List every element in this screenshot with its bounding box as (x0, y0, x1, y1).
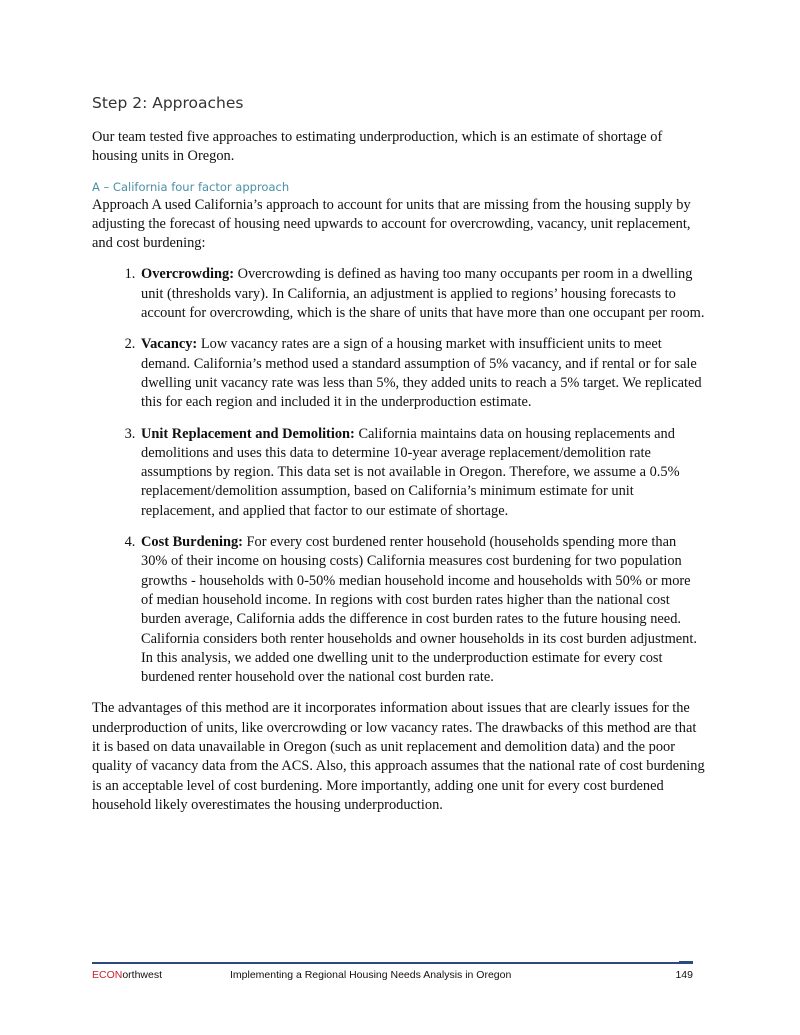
footer-rule-accent (679, 961, 693, 964)
list-item (139, 533, 706, 687)
list-item-text: Low vacancy rates are a sign of a housing market with insufficient units to meet demand. California’s method used a standard assumption of 5% vacancy, and if rental or for sale dwelling unit vacancy rate was less than 5%, they added units to reach a 5% target. We replicated this for each region and included it in the underproduction estimate. (141, 336, 702, 411)
list-item-text: For every cost burdened renter household (households spending more than 30% of their income on housing costs) California measures cost burdening for two population growths - households with 0-50% median household income and households with 50% or more of median household income. In regions with cost burden rates higher than the national cost burden average, California adds the difference in cost burden rates to the future housing need. California considers both renter households and owner households in its cost burden adjustment. In this analysis, we added one dwelling unit to the underproduction estimate for every cost burdened renter household over the national cost burden rate. (141, 534, 697, 686)
list-item (139, 425, 706, 521)
page-footer (92, 962, 693, 981)
list-item-term: Overcrowding: (141, 266, 234, 283)
intro-paragraph: Our team tested five approaches to estimating underproduction, which is an estimate of shortage of housing units in Oregon. (92, 129, 663, 165)
list-item-term: Cost Burdening: (141, 534, 243, 551)
footer-title: Implementing a Regional Housing Needs Analysis in Oregon (230, 969, 512, 981)
list-item (139, 335, 706, 412)
conclusion-paragraph: The advantages of this method are it incorporates information about issues that are clearly issues for the underproduction of units, like overcrowding or low vacancy rates. The drawbacks of this method are that it is based on data unavailable in Oregon (such as unit replacement and demolition data) and the poor quality of vacancy data from the ACS. Also, this approach assumes that the national rate of cost burdening is an acceptable level of cost burdening. More importantly, adding one unit for every cost burdened household likely overestimates the housing underproduction. (92, 700, 705, 813)
brand-rest: orthwest (122, 969, 163, 981)
list-item-term: Vacancy: (141, 336, 198, 353)
page-number: 149 (675, 969, 693, 981)
section-heading: Step 2: Approaches (92, 94, 244, 112)
list-item (139, 265, 706, 323)
brand-econ: ECON (92, 969, 123, 981)
subheading: A – California four factor approach (92, 179, 290, 194)
list-item-text: California maintains data on housing replacements and demolitions and uses this data to determine 10-year average replacement/demolition rate assumptions by region. This data set is not available in Oregon. Therefore, we assume a 0.5% replacement/demolition assumption, based on California’s minimum estimate for unit replacement, and applied that factor to our estimate of shortage. (141, 425, 680, 519)
list-item-text: Overcrowding is defined as having too many occupants per room in a dwelling unit (thresholds vary). In California, an adjustment is applied to regions’ housing forecasts to account for overcrowding, which is the share of units that have more than one occupant per room. (141, 266, 705, 322)
page-body (92, 92, 706, 827)
factor-list (92, 265, 706, 687)
approach-paragraph: Approach A used California’s approach to account for units that are missing from the housing supply by adjusting the forecast of housing need upwards to account for overcrowding, vacancy, unit replacement, and cost burdening: (92, 196, 691, 252)
footer-brand (92, 969, 162, 981)
list-item-term: Unit Replacement and Demolition: (141, 425, 355, 442)
